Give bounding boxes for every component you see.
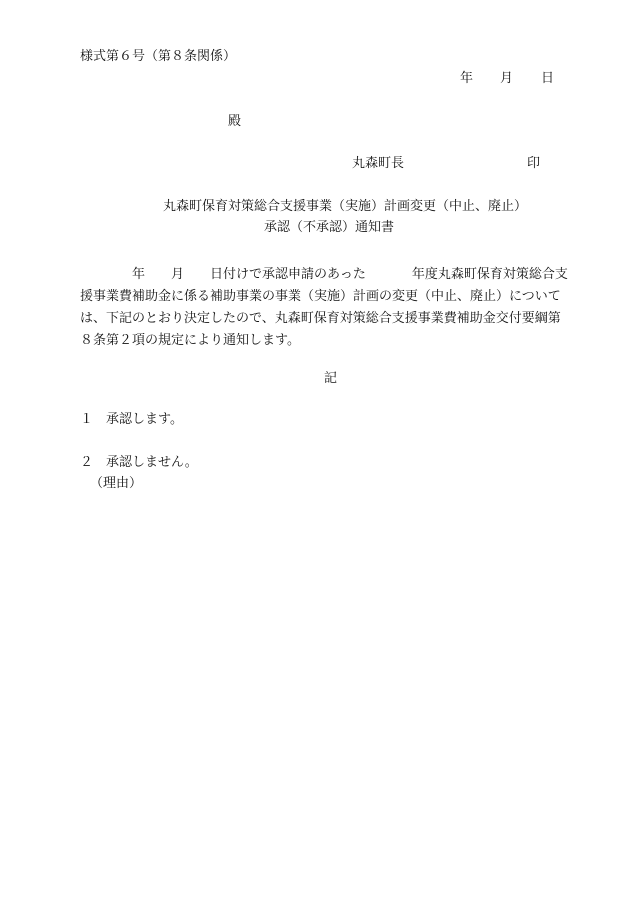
body-line-3: は、下記のとおり決定したので、丸森町保育対策総合支援事業費補助金交付要綱第 bbox=[80, 311, 561, 326]
addressee-suffix: 殿 bbox=[228, 114, 242, 129]
reason-label: （理由） bbox=[90, 476, 143, 491]
form-label: 様式第６号（第８条関係） bbox=[80, 49, 237, 64]
ki-heading: 記 bbox=[324, 371, 338, 386]
issuer-title: 丸森町長 bbox=[352, 156, 405, 171]
body-year: 年 bbox=[132, 267, 146, 282]
body-line-2: 援事業費補助金に係る補助事業の事業（実施）計画の変更（中止、廃止）について bbox=[80, 289, 561, 304]
issuer-seal: 印 bbox=[527, 156, 541, 171]
document-title-line1: 丸森町保育対策総合支援事業（実施）計画変更（中止、廃止） bbox=[163, 199, 528, 214]
body-line-1 bbox=[80, 264, 612, 286]
item-2-number: ２ bbox=[80, 455, 94, 470]
item-1-number: １ bbox=[80, 412, 94, 427]
body-month: 月 bbox=[171, 267, 185, 282]
body-paragraph bbox=[80, 264, 612, 352]
body-text-1: 日付けで承認申請のあった bbox=[210, 267, 366, 282]
body-line-4: ８条第２項の規定により通知します。 bbox=[80, 333, 300, 348]
date-day: 日 bbox=[541, 71, 555, 86]
document-title-line2: 承認（不承認）通知書 bbox=[264, 220, 395, 235]
item-1-text: 承認します。 bbox=[106, 412, 183, 427]
body-text-2: 年度丸森町保育対策総合支 bbox=[411, 267, 568, 282]
date-year: 年 bbox=[460, 71, 474, 86]
date-month: 月 bbox=[500, 71, 514, 86]
item-2-text: 承認しません。 bbox=[106, 455, 198, 470]
